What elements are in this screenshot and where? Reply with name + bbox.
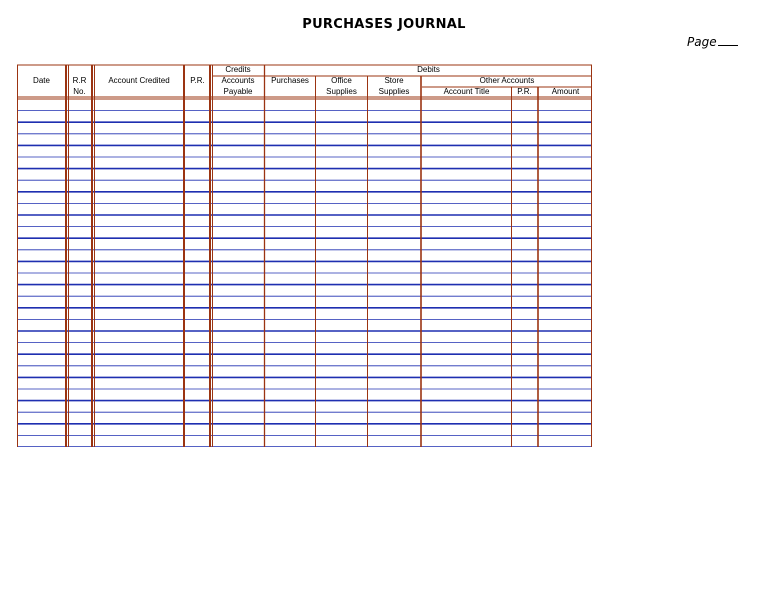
header-office-supplies-line2: Supplies (326, 87, 357, 96)
header-rr-no-line2: No. (73, 87, 86, 96)
header-store-supplies-line1: Store (384, 76, 404, 85)
header-rr-no-line1: R.R (72, 76, 87, 85)
page-number-field (687, 34, 738, 49)
header-account-credited: Account Credited (108, 76, 170, 85)
header-account-title: Account Title (443, 87, 490, 96)
header-other-pr: P.R. (517, 87, 532, 96)
header-date: Date (33, 76, 50, 85)
header-debits: Debits (417, 65, 440, 74)
header-store-supplies-line2: Supplies (378, 87, 410, 96)
header-other-accounts: Other Accounts (479, 76, 535, 85)
journal-grid (17, 64, 592, 447)
header-pr: P.R. (190, 76, 205, 85)
page-title: PURCHASES JOURNAL (302, 17, 466, 32)
page-label: Page (687, 35, 717, 49)
page-number-blank (718, 34, 738, 46)
header-accounts-payable-line1: Accounts (221, 76, 255, 85)
header-credits: Credits (225, 65, 251, 74)
header-purchases: Purchases (271, 76, 309, 85)
header-accounts-payable-line2: Payable (223, 87, 253, 96)
header-office-supplies-line1: Office (331, 76, 352, 85)
header-amount: Amount (551, 87, 580, 96)
purchases-journal-table (17, 64, 592, 447)
